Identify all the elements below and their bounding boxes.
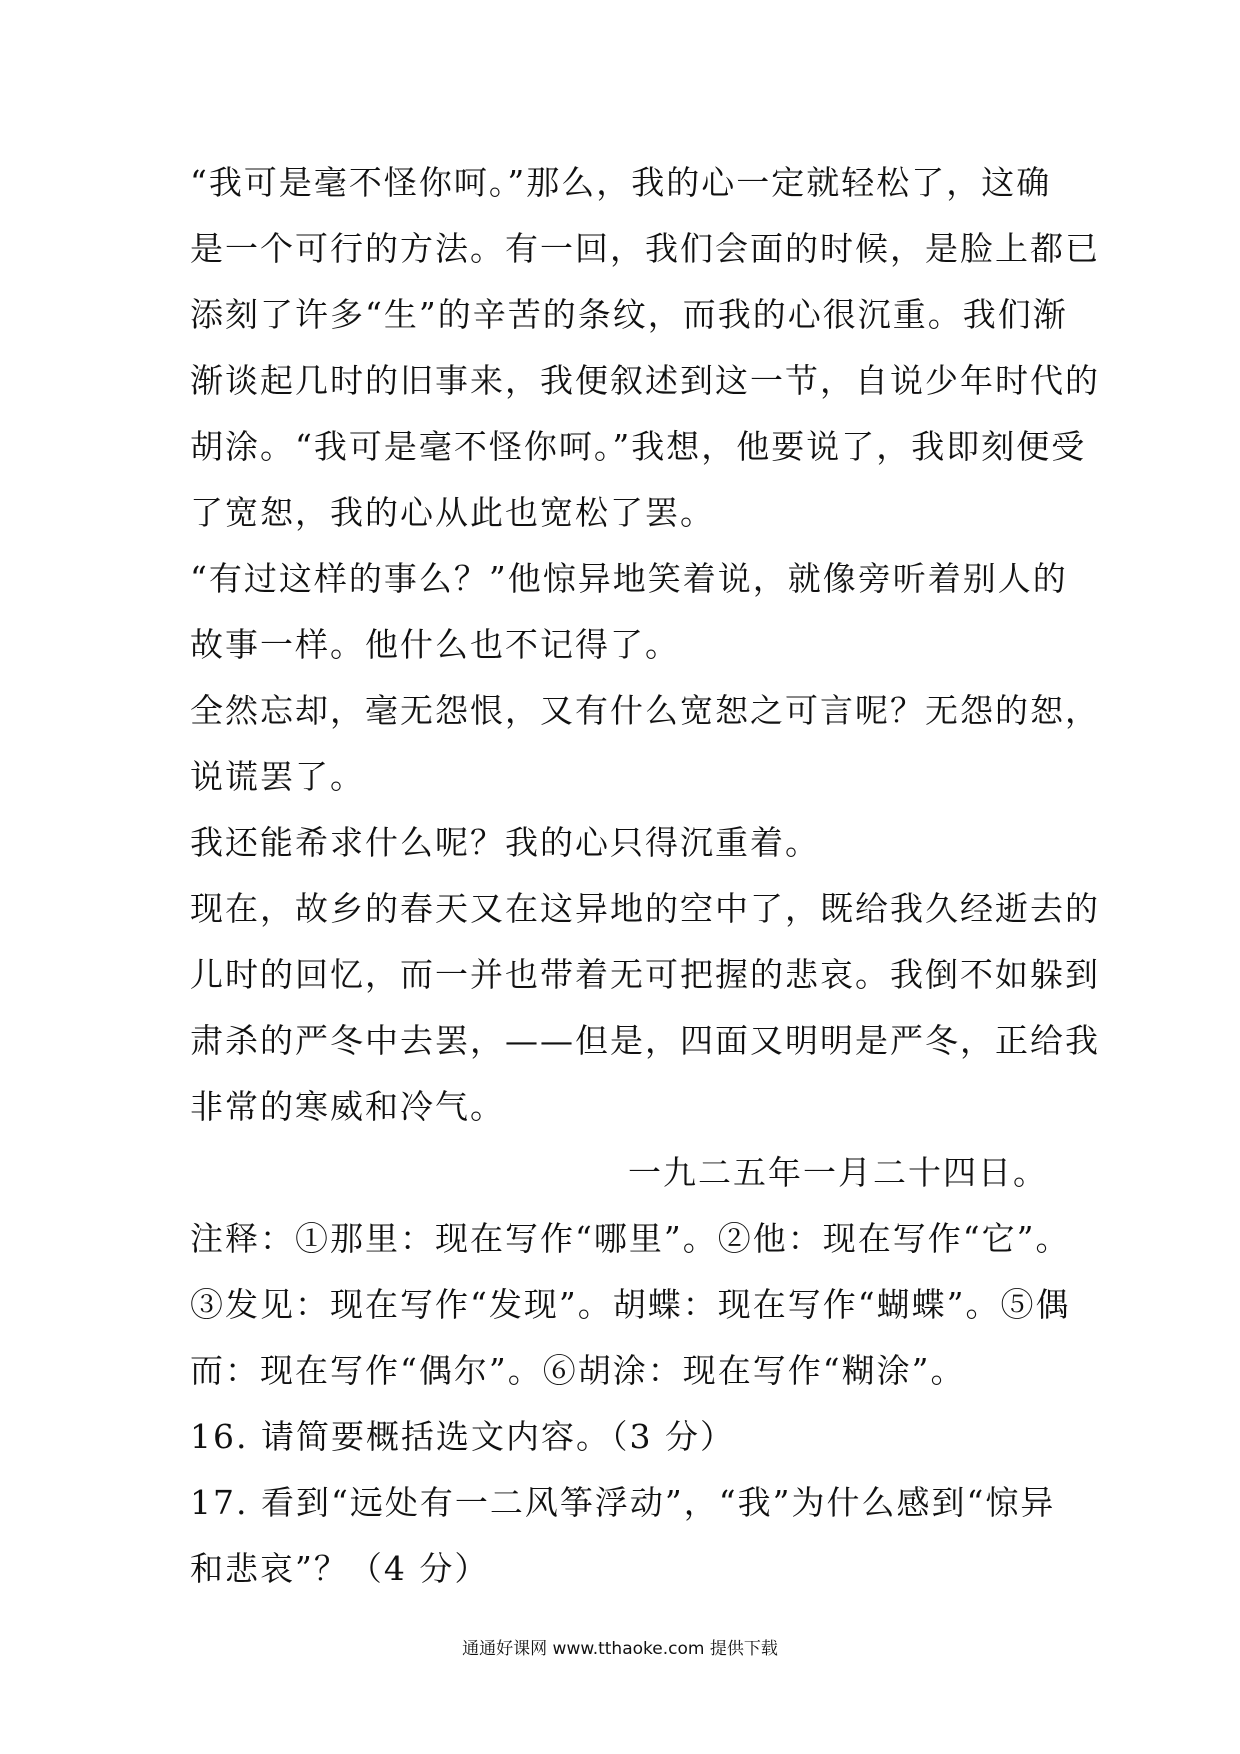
footer-watermark: 通通好课网 www.tthaoke.com 提供下载 (462, 1639, 778, 1659)
notes (190, 1206, 1071, 1404)
question-17: 17. 看到“远处有一二风筝浮动”，“我”为什么感到“惊异 (190, 1483, 1056, 1522)
body-line: 故事一样。他什么也不记得了。 (190, 625, 680, 664)
body-line: 儿时的回忆，而一并也带着无可把握的悲哀。我倒不如躲到 (190, 955, 1100, 994)
body-line: 是一个可行的方法。有一回，我们会面的时候，是脸上都已 (190, 229, 1100, 268)
document-page (190, 150, 1100, 1602)
body-line: 肃杀的严冬中去罢，——但是，四面又明明是严冬，正给我 (190, 1021, 1100, 1060)
question-17-continued: 和悲哀”？（4 分） (190, 1549, 490, 1588)
body-line: 添刻了许多“生”的辛苦的条纹，而我的心很沉重。我们渐 (190, 295, 1068, 334)
question-16: 16. 请简要概括选文内容。（3 分） (190, 1417, 735, 1456)
body-line: 我还能希求什么呢？我的心只得沉重着。 (190, 823, 820, 862)
note-line: ③发见：现在写作“发现”。胡蝶：现在写作“蝴蝶”。⑤偶 (190, 1285, 1071, 1324)
body-line: 现在，故乡的春天又在这异地的空中了，既给我久经逝去的 (190, 889, 1100, 928)
body-line: 胡涂。“我可是毫不怪你呵。”我想，他要说了，我即刻便受 (190, 427, 1087, 466)
note-line: 注释：①那里：现在写作“哪里”。②他：现在写作“它”。 (190, 1219, 1071, 1258)
body-line: 说谎罢了。 (190, 757, 365, 796)
date-line: 一九二五年一月二十四日。 (628, 1153, 1048, 1192)
body-line: 全然忘却，毫无怨恨，又有什么宽恕之可言呢？无怨的恕， (190, 691, 1100, 730)
body-line: “有过这样的事么？”他惊异地笑着说，就像旁听着别人的 (190, 559, 1068, 598)
body-line: 了宽恕，我的心从此也宽松了罢。 (190, 493, 715, 532)
body-line: 渐谈起几时的旧事来，我便叙述到这一节，自说少年时代的 (190, 361, 1100, 400)
note-line: 而：现在写作“偶尔”。⑥胡涂：现在写作“糊涂”。 (190, 1351, 966, 1390)
body-line: “我可是毫不怪你呵。”那么，我的心一定就轻松了，这确 (190, 163, 1052, 202)
body-text (190, 150, 1100, 1140)
questions (190, 1404, 1060, 1602)
body-line: 非常的寒威和冷气。 (190, 1087, 505, 1126)
